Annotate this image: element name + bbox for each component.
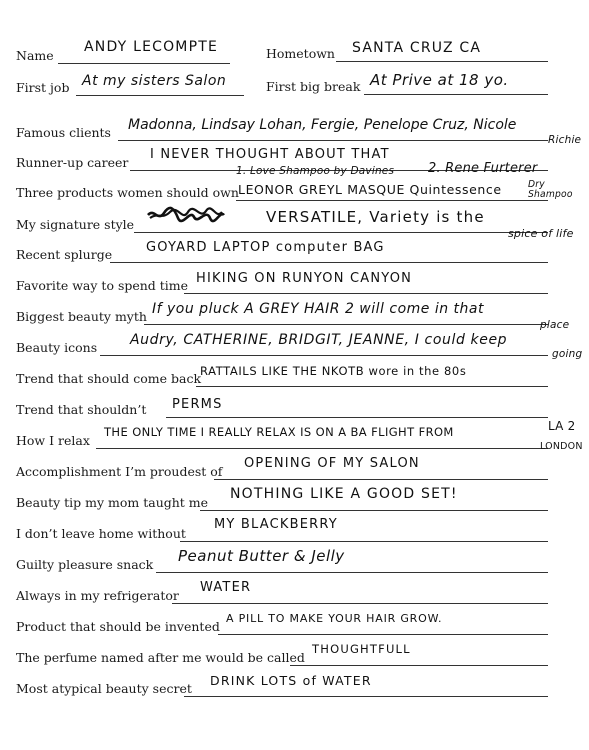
beauty-icons-label: Beauty icons	[16, 340, 98, 355]
how-relax-answer-cont-a: LA 2	[548, 419, 576, 433]
trend-shouldnt-line	[166, 417, 548, 418]
runner-up-career-answer: I NEVER THOUGHT ABOUT THAT	[150, 147, 390, 162]
three-products-answer-c: LEONOR GREYL MASQUE Quintessence	[238, 182, 502, 197]
trend-shouldnt-label: Trend that shouldn’t	[16, 402, 147, 417]
perfume-label: The perfume named after me would be called	[16, 650, 305, 665]
favorite-way-line	[184, 293, 548, 294]
product-invented-label: Product that should be invented	[16, 619, 220, 634]
recent-splurge-answer: GOYARD LAPTOP computer BAG	[146, 240, 385, 255]
beauty-tip-line	[200, 510, 548, 511]
trend-shouldnt-answer: PERMS	[172, 397, 223, 412]
trend-come-back-answer: RATTAILS LIKE THE NKOTB wore in the 80s	[200, 364, 467, 378]
famous-clients-line	[118, 140, 548, 141]
refrigerator-line	[172, 603, 548, 604]
how-relax-line	[96, 448, 548, 449]
product-invented-line	[218, 634, 548, 635]
refrigerator-answer: WATER	[200, 580, 252, 595]
guilty-pleasure-line	[156, 572, 548, 573]
how-relax-label: How I relax	[16, 433, 90, 448]
beauty-tip-answer: NOTHING LIKE A GOOD SET!	[230, 486, 458, 502]
product-invented-answer: A PILL TO MAKE YOUR HAIR GROW.	[226, 612, 443, 625]
hometown-label: Hometown	[266, 46, 335, 61]
name-line	[58, 63, 230, 64]
favorite-way-label: Favorite way to spend time	[16, 278, 189, 293]
three-products-label: Three products women should own	[16, 185, 239, 200]
beauty-icons-answer: Audry, CATHERINE, BRIDGIT, JEANNE, I could keep	[130, 332, 508, 348]
accomplishment-answer: OPENING OF MY SALON	[244, 456, 420, 471]
biggest-myth-answer: If you pluck A GREY HAIR 2 will come in that	[152, 301, 484, 317]
biggest-myth-line	[144, 324, 548, 325]
atypical-secret-line	[184, 696, 548, 697]
hometown-answer: SANTA CRUZ CA	[352, 40, 482, 56]
atypical-secret-label: Most atypical beauty secret	[16, 681, 192, 696]
first-big-break-line	[364, 94, 548, 95]
hometown-line	[336, 61, 548, 62]
trend-come-back-label: Trend that should come back	[16, 371, 202, 386]
refrigerator-label: Always in my refrigerator	[16, 588, 179, 603]
recent-splurge-line	[110, 262, 548, 263]
three-products-answer-b: 2. Rene Furterer	[428, 161, 538, 176]
runner-up-career-label: Runner-up career	[16, 155, 129, 170]
name-answer: ANDY LECOMPTE	[84, 39, 219, 55]
scribble-mark	[146, 206, 226, 224]
first-job-line	[76, 95, 244, 96]
beauty-icons-line	[100, 355, 548, 356]
guilty-pleasure-answer: Peanut Butter & Jelly	[178, 547, 345, 565]
trend-come-back-line	[196, 386, 548, 387]
guilty-pleasure-label: Guilty pleasure snack	[16, 557, 154, 572]
beauty-tip-label: Beauty tip my mom taught me	[16, 495, 209, 510]
recent-splurge-label: Recent splurge	[16, 247, 113, 262]
biggest-myth-label: Biggest beauty myth	[16, 309, 147, 324]
famous-clients-answer: Madonna, Lindsay Lohan, Fergie, Penelope Cruz, Nicole	[128, 117, 517, 133]
perfume-line	[290, 665, 548, 666]
accomplishment-label: Accomplishment I’m proudest of	[16, 464, 223, 479]
first-big-break-label: First big break	[266, 79, 361, 94]
three-products-answer-d: Dry Shampoo	[528, 179, 573, 200]
how-relax-answer-cont-b: LONDON	[540, 441, 583, 452]
perfume-answer: THOUGHTFULL	[312, 642, 411, 656]
biggest-myth-answer-cont: place	[540, 319, 570, 331]
dont-leave-line	[180, 541, 548, 542]
signature-style-answer: VERSATILE, Variety is the	[266, 208, 485, 226]
accomplishment-line	[214, 479, 548, 480]
favorite-way-answer: HIKING ON RUNYON CANYON	[196, 271, 413, 286]
first-job-label: First job	[16, 80, 70, 95]
first-job-answer: At my sisters Salon	[82, 73, 227, 89]
atypical-secret-answer: DRINK LOTS of WATER	[210, 673, 372, 688]
three-products-answer-a: 1. Love Shampoo by Davines	[236, 165, 395, 177]
signature-style-label: My signature style	[16, 217, 135, 232]
famous-clients-label: Famous clients	[16, 125, 111, 140]
how-relax-answer: THE ONLY TIME I REALLY RELAX IS ON A BA FLIGHT FROM	[104, 425, 454, 439]
dont-leave-label: I don’t leave home without	[16, 526, 186, 541]
signature-style-line	[134, 232, 548, 233]
name-label: Name	[16, 48, 54, 63]
three-products-line	[236, 200, 548, 201]
dont-leave-answer: MY BLACKBERRY	[214, 517, 338, 532]
signature-style-answer-cont: spice of life	[508, 227, 574, 240]
first-big-break-answer: At Prive at 18 yo.	[370, 71, 509, 89]
famous-clients-answer-cont: Richie	[548, 134, 582, 146]
beauty-icons-answer-cont: going	[552, 348, 583, 360]
